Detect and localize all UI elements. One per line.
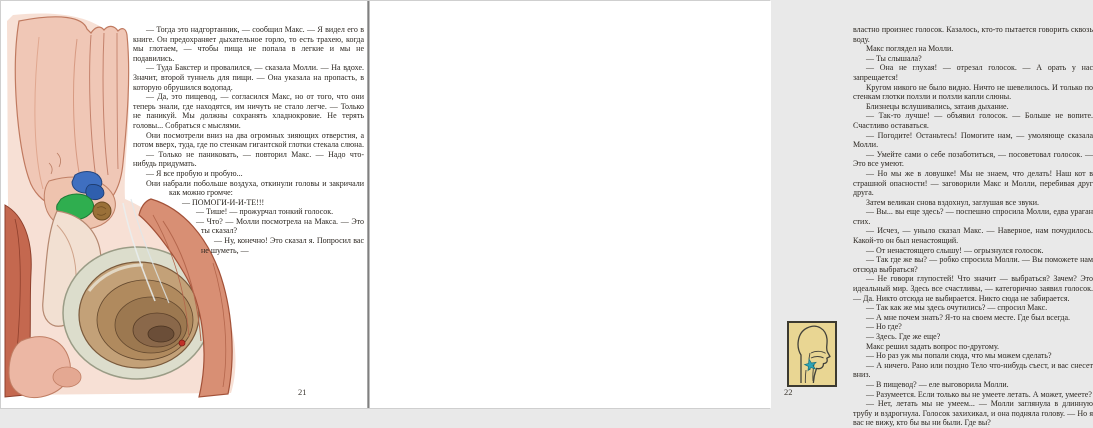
paragraph: — Не говори глупостей! Что значит — выбраться? Зачем? Это идеальный мир. Здесь все счастливы, — категорично заявил голосок. — Да. Никто отсюда не выбирается. Никто сюда не забирается. — [853, 274, 1093, 303]
paragraph: — В пищевод? — еле выговорила Молли. — [866, 379, 1009, 389]
paragraph: — А мне почем знать? Я-то на своем месте. Где был всегда. — [866, 312, 1070, 322]
paragraph: Они посмотрели вниз на два огромных зияющих отверстия, а потом вверх, туда, где по стенкам гигантской глотки стекала слюна. — [133, 130, 364, 150]
paragraph: — Так где же вы? — робко спросила Молли. — Вы поможете нам отсюда выбраться? — [853, 255, 1093, 274]
paragraph: — Она не глухая! — отрезал голосок. — А орать у нас запрещается! — [853, 63, 1093, 82]
right-page-paragraphs — [853, 25, 1093, 428]
paragraph: — Ну, конечно! Это сказал я. Попросил вас не шуметь, — — [201, 236, 364, 255]
paragraph: — Я все пробую и пробую... — [146, 168, 243, 178]
paragraph: — Здесь. Где же еще? — [866, 332, 941, 341]
paragraph: — Тише! — прожурчал тонкий голосок. — [196, 207, 334, 217]
page-number-22: 22 — [784, 387, 793, 397]
paragraph: — Только не паниковать, — повторил Макс. — Надо что-нибудь придумать. — [133, 149, 364, 169]
paragraph: — Туда Бакстер и провалился, — сказала Молли. — На вдохе. Значит, второй туннель для пищи. — Она указала на пропасть, в которую обрушился водопад. — [133, 63, 364, 92]
paragraph: — Но раз уж мы попали сюда, что мы можем сделать? — [866, 351, 1052, 361]
trachea-opening — [79, 262, 199, 368]
paragraph: Близнецы вслушивались, затаив дыхание. — [866, 101, 1009, 111]
page-21 — [1, 1, 367, 408]
paragraph: — Что? — Молли посмотрела на Макса. — Это ты сказал? — [196, 216, 364, 236]
paragraph: — Да, это пищевод, — согласился Макс, но от того, что они теперь знали, где находятся, им ничуть не стало легче. — Только не паникуй. Мы должны сохранять хладнокровие. Не терять головы... Собраться с мыслями. — [133, 92, 364, 130]
text-wrap-spacer — [131, 215, 183, 235]
paragraph: властно произнес голосок. Казалось, кто-то пытается говорить сквозь воду. — [853, 25, 1093, 44]
paragraph: Они набрали побольше воздуха, откинули головы и закричали как можно громче: — [146, 178, 364, 198]
text-wrap-spacer — [131, 195, 169, 215]
paragraph: — Исчез, — уныло сказал Макс. — Наверное, нам почудилось. Какой-то он был ненастоящий. — [853, 226, 1093, 246]
paragraph: — Так-то лучше! — объявил голосок. — Больше не вопите. Счастливо оставаться. — [853, 111, 1093, 130]
paragraph: — ПОМОГИ-И-И-ТЕ!!! — [182, 197, 265, 207]
paragraph: — Но мы же в ловушке! Мы не знаем, что делать! Наш кот в страшной опасности! — заговорили Макс и Молли, перебивая друг друга. — [853, 168, 1093, 198]
left-page-text — [131, 25, 364, 263]
paragraph: — От ненастоящего слышу! — огрызнулся голосок. — [866, 245, 1044, 255]
paragraph: — Тогда это надгортанник, — сообщил Макс. — Я видел его в книге. Он предохраняет дыхательное горло, то есть трахею, когда мы глотаем, — чтобы пища не попала в легкие и мы не подавились. — [133, 25, 364, 63]
paragraph: — Но где? — [866, 322, 902, 332]
paragraph: — Нет, летать мы не умеем... — Молли заглянула в длинную трубу и вздрогнула. Голосок захихикал, и она подняла голову. — Но я вас не вижу, кто бы вы ни были. Где вы? — [853, 399, 1093, 428]
paragraph: — Ты слышала? — [866, 53, 922, 63]
paragraph: — Вы... вы еще здесь? — поспешно спросила Молли, едва ураган стих. — [853, 207, 1093, 226]
paragraph: Кругом никого не было видно. Ничто не шевелилось. И только по стенкам глотки ползли и ползли капли слюны. — [853, 82, 1093, 102]
page-22 — [370, 1, 1093, 428]
paragraph: — Умейте сами о себе позаботиться, — посоветовал голосок. — Это все умеют. — [853, 149, 1093, 169]
right-page-text — [853, 25, 1093, 428]
head-profile-figure — [787, 321, 837, 387]
paragraph: Затем великан снова вздохнул, заглушая все звуки. — [866, 197, 1039, 207]
paragraph: — Так как же мы здесь очутились? — спросил Макс. — [866, 303, 1048, 313]
text-wrap-spacer — [131, 235, 201, 263]
paragraph: Макс поглядел на Молли. — [866, 44, 954, 54]
paragraph: — А ничего. Рано или поздно Тело что-нибудь съест, и вас снесет вниз. — [853, 360, 1093, 380]
red-dot — [179, 340, 185, 346]
paragraph: — Разумеется. Если только вы не умеете летать. А может, умеете? — [866, 389, 1092, 399]
head-profile-diagram — [789, 323, 835, 385]
paragraph: Макс решил задать вопрос по-другому. — [866, 341, 1000, 351]
page-number-21: 21 — [298, 387, 307, 397]
paragraph: — Погодите! Останьтесь! Помогите нам, — умоляюще сказала Молли. — [853, 130, 1093, 150]
